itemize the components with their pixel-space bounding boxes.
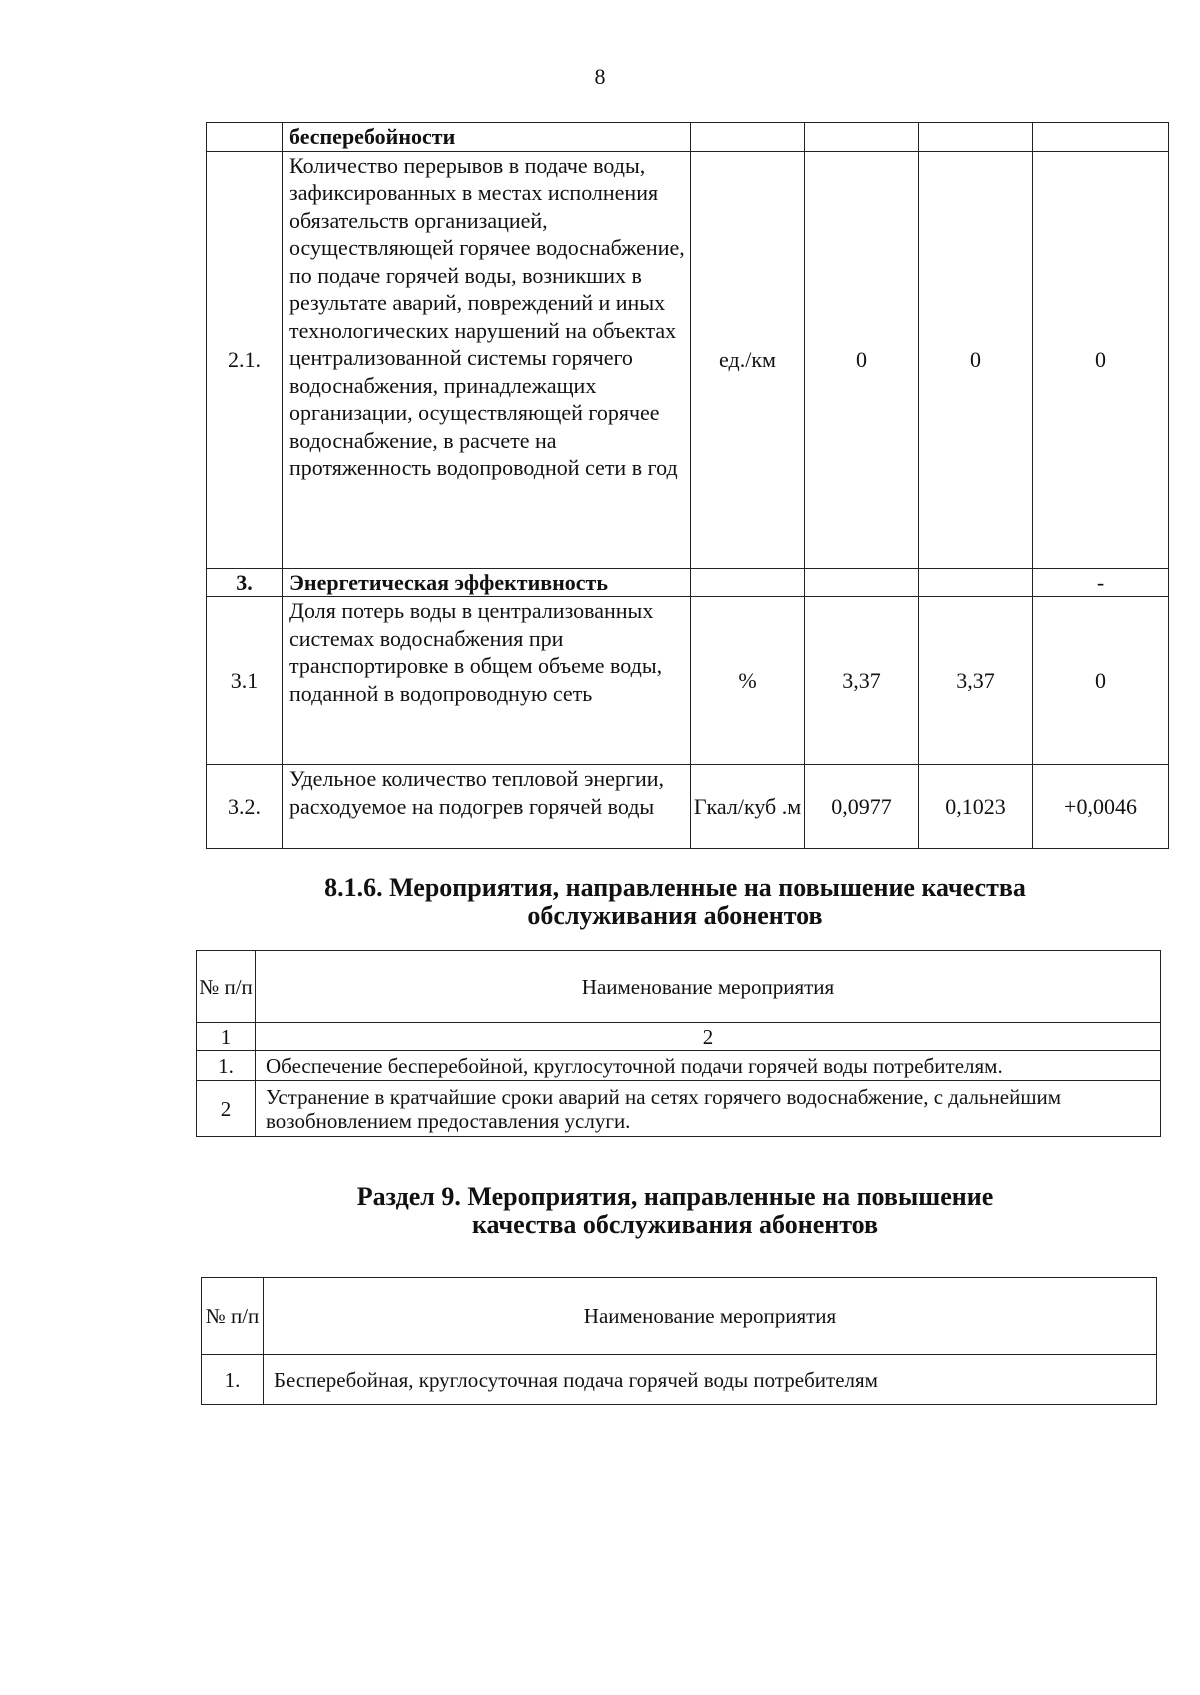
row-name-cell: бесперебойности — [283, 123, 691, 152]
row-num-cell: 2.1. — [207, 151, 283, 568]
row-name-cell: Доля потерь воды в централизованных системах водоснабжения при транспортировке в общем объеме воды, поданной в водопроводную сеть — [283, 597, 691, 765]
table-row — [207, 597, 1169, 765]
unit-cell: Гкал/куб .м — [691, 765, 805, 849]
heading-line: качества обслуживания абонентов — [471, 1210, 879, 1239]
value-cell — [919, 123, 1033, 152]
row-text-cell: 2 — [256, 1023, 1161, 1051]
table-header-row — [197, 951, 1161, 1023]
value-cell: 3,37 — [919, 597, 1033, 765]
table-row — [197, 1051, 1161, 1081]
table-row — [207, 765, 1169, 849]
heading-line: 8.1.6. Мероприятия, направленные на повышение качества — [324, 873, 1026, 902]
heading-line: Раздел 9. Мероприятия, направленные на повышение — [356, 1182, 994, 1211]
row-num-cell: 1 — [197, 1023, 256, 1051]
page-number: 8 — [594, 64, 606, 89]
section-heading-9 — [0, 1183, 1200, 1239]
table-header-row — [202, 1278, 1157, 1355]
row-name-cell: Удельное количество тепловой энергии, расходуемое на подогрев горячей воды — [283, 765, 691, 849]
value-cell — [805, 123, 919, 152]
value-cell: 0 — [919, 151, 1033, 568]
value-cell: 0 — [1033, 151, 1169, 568]
table-row — [207, 151, 1169, 568]
value-cell: +0,0046 — [1033, 765, 1169, 849]
row-text-cell: Устранение в кратчайшие сроки аварий на сетях горячего водоснабжение, с дальнейшим возобновлением предоставления услуги. — [256, 1081, 1161, 1137]
events-table-816 — [196, 950, 1161, 1137]
value-cell — [919, 568, 1033, 597]
value-cell: 3,37 — [805, 597, 919, 765]
value-cell: 0,0977 — [805, 765, 919, 849]
events-table-9 — [201, 1277, 1157, 1405]
row-name-cell: Количество перерывов в подаче воды, зафиксированных в местах исполнения обязательств организацией, осуществляющей горячее водоснабжение, по подаче горячей воды, возникших в результате аварий, повреждений и иных технологических нарушений на объектах централизованной системы горячего водоснабжения, принадлежащих организации, осуществляющей горячее водоснабжение, в расчете на протяженность водопроводной сети в год — [283, 151, 691, 568]
value-cell — [805, 568, 919, 597]
indicator-table — [206, 122, 1169, 849]
row-num-cell: 3. — [207, 568, 283, 597]
heading-line: обслуживания абонентов — [527, 901, 823, 930]
row-num-cell — [207, 123, 283, 152]
table-row — [197, 1081, 1161, 1137]
unit-cell — [691, 568, 805, 597]
row-text-cell: Обеспечение бесперебойной, круглосуточной подачи горячей воды потребителям. — [256, 1051, 1161, 1081]
value-cell: - — [1033, 568, 1169, 597]
table-row — [202, 1355, 1157, 1405]
col-name-header: Наименование мероприятия — [264, 1278, 1157, 1355]
row-text-cell: Бесперебойная, круглосуточная подача горячей воды потребителям — [264, 1355, 1157, 1405]
value-cell — [1033, 123, 1169, 152]
table-row — [207, 123, 1169, 152]
table-row — [207, 568, 1169, 597]
unit-cell: ед./км — [691, 151, 805, 568]
table-row — [197, 1023, 1161, 1051]
col-num-header: № п/п — [202, 1278, 264, 1355]
section-heading-816 — [0, 874, 1200, 930]
col-name-header: Наименование мероприятия — [256, 951, 1161, 1023]
col-num-header: № п/п — [197, 951, 256, 1023]
value-cell: 0 — [805, 151, 919, 568]
row-num-cell: 1. — [202, 1355, 264, 1405]
unit-cell — [691, 123, 805, 152]
row-num-cell: 1. — [197, 1051, 256, 1081]
row-name-cell: Энергетическая эффективность — [283, 568, 691, 597]
row-num-cell: 2 — [197, 1081, 256, 1137]
value-cell: 0,1023 — [919, 765, 1033, 849]
value-cell: 0 — [1033, 597, 1169, 765]
row-num-cell: 3.1 — [207, 597, 283, 765]
row-num-cell: 3.2. — [207, 765, 283, 849]
unit-cell: % — [691, 597, 805, 765]
